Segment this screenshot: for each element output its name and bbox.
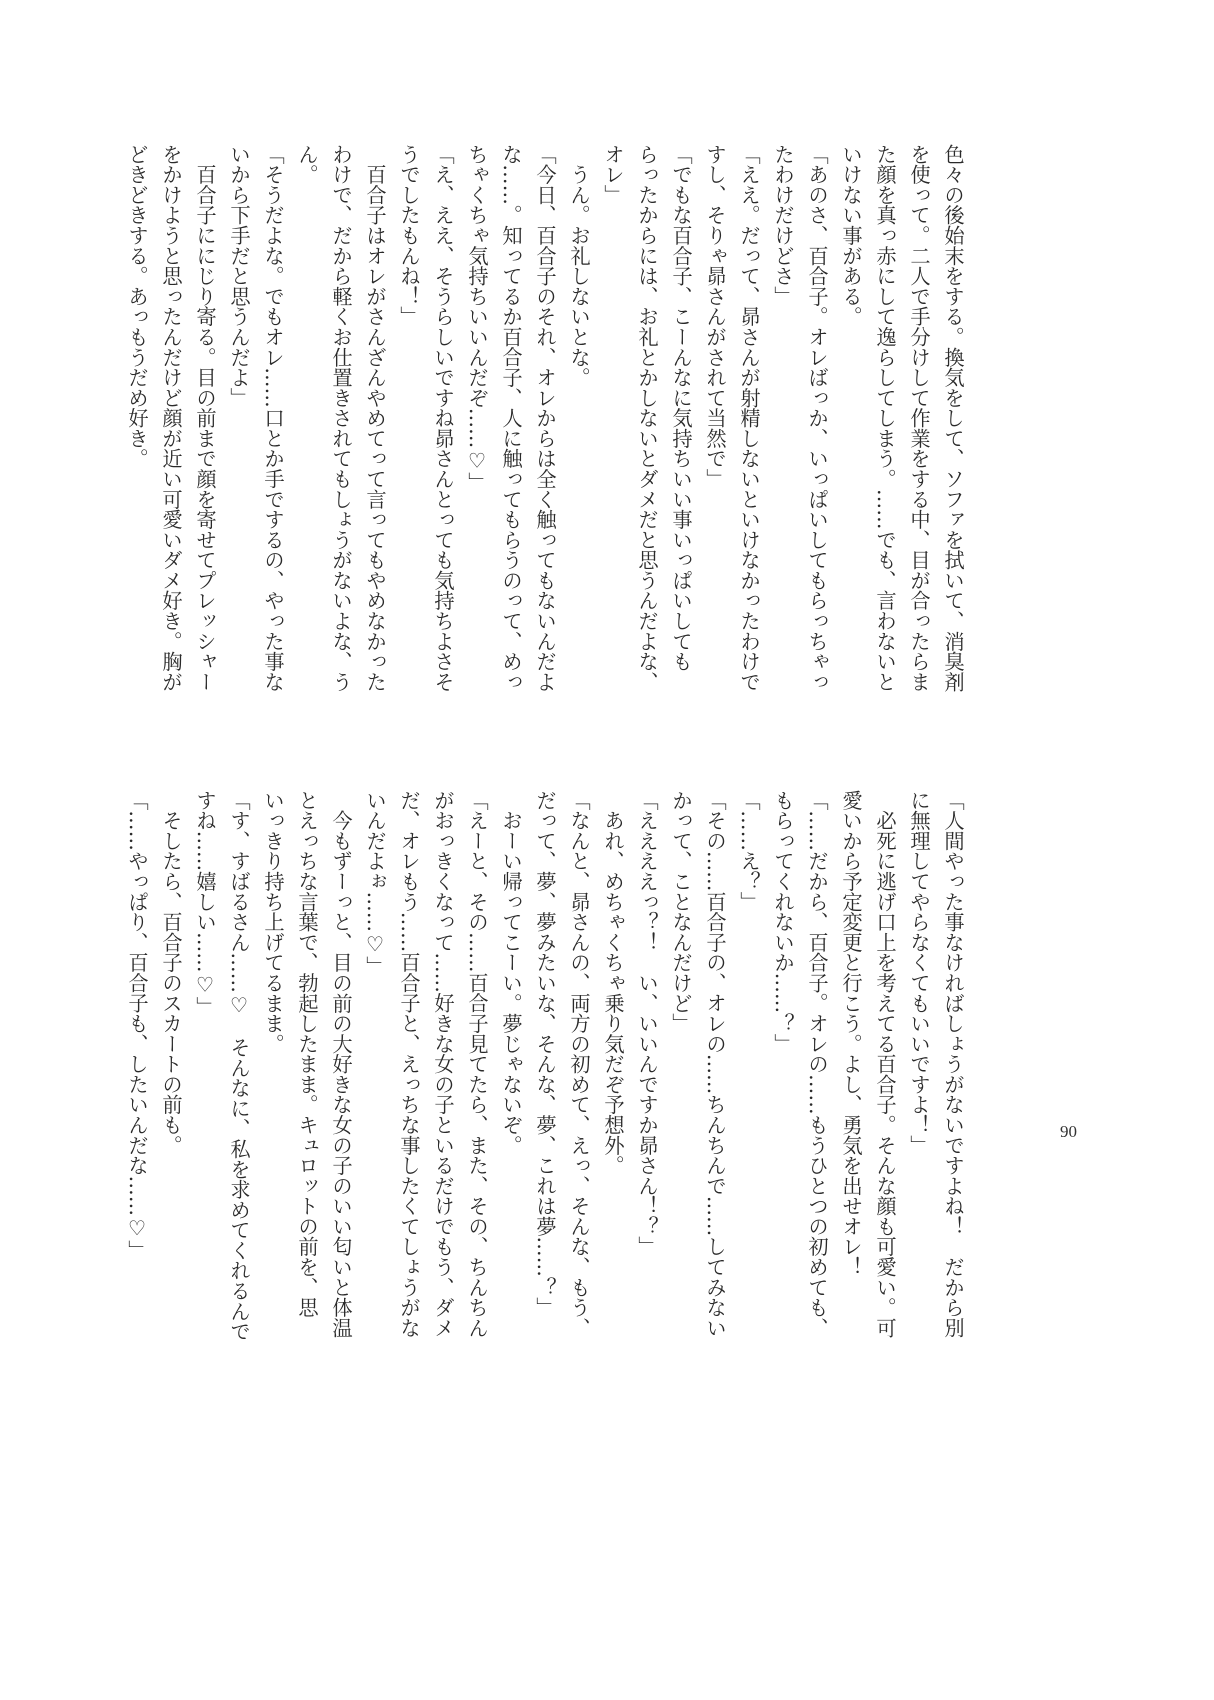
text-line: 百合子ににじり寄る。目の前まで顔を寄せてプレッシャー xyxy=(193,144,217,692)
text-line: 「人間やった事なければしょうがないですよね！ だから別 xyxy=(941,790,965,1338)
text-line: 「なんと、昴さんの、両方の初めて、えっ、そんな、もう、 xyxy=(567,790,591,1338)
text-line: たわけだけどさ」 xyxy=(771,144,795,307)
text-line: うでしたもんね！」 xyxy=(397,144,421,327)
text-line: ちゃくちゃ気持ちいいんだぞ……♡」 xyxy=(465,144,489,493)
text-line: らったからには、お礼とかしないとダメだと思うんだよな、 xyxy=(635,144,659,692)
text-line: 「す、すばるさん……♡ そんなに、私を求めてくれるんで xyxy=(227,790,251,1342)
text-line: 必死に逃げ口上を考えてる百合子。そんな顔も可愛い。可 xyxy=(873,790,897,1338)
text-line: 百合子はオレがさんざんやめてって言ってもやめなかった xyxy=(363,144,387,692)
text-line: を使って。二人で手分けして作業をする中、目が合ったらま xyxy=(907,144,931,692)
text-line: 色々の後始末をする。換気をして、ソファを拭いて、消臭剤 xyxy=(941,144,965,692)
text-line: うん。お礼しないとな。 xyxy=(567,144,591,388)
text-block-bottom xyxy=(120,790,970,1362)
text-line: をかけようと思ったんだけど顔が近い可愛いダメ好き。胸が xyxy=(159,144,183,692)
text-line: わけで、だから軽くお仕置きされてもしょうがないよな、う xyxy=(329,144,353,692)
text-line: おーい帰ってこーい。夢じゃないぞ。 xyxy=(499,790,523,1156)
text-line: 「……え？」 xyxy=(737,790,761,912)
text-line: 「ええええっ？！ い、いいんですか昴さん！？」 xyxy=(635,790,659,1257)
text-line: 愛いから予定変更と行こう。よし、勇気を出せオレ！ xyxy=(839,790,863,1277)
text-block-top xyxy=(120,144,970,716)
text-line: 「今日、百合子のそれ、オレからは全く触ってもないんだよ xyxy=(533,144,557,692)
text-line: に無理してやらなくてもいいですよ！」 xyxy=(907,790,931,1156)
page-number: 90 xyxy=(1060,1122,1077,1141)
text-line: 「ええ。だって、昴さんが射精しないといけなかったわけで xyxy=(737,144,761,692)
text-line: 「その……百合子の、オレの……ちんちんで……してみない xyxy=(703,790,727,1338)
text-line: 「え、ええ、そうらしいですね昴さんとっても気持ちよさそ xyxy=(431,144,455,692)
text-line: いっきり持ち上げてるまま。 xyxy=(261,790,285,1054)
text-line: いけない事がある。 xyxy=(839,144,863,327)
text-line: いんだよぉ……♡」 xyxy=(363,790,387,977)
text-line: もらってくれないか……？」 xyxy=(771,790,795,1054)
text-line: そしたら、百合子のスカートの前も。 xyxy=(159,790,183,1156)
text-line: オレ」 xyxy=(601,144,625,205)
text-line: いから下手だと思うんだよ」 xyxy=(227,144,251,408)
text-line: だって、夢、夢みたいな、そんな、夢、これは夢……？」 xyxy=(533,790,557,1318)
text-line: 「……やっぱり、百合子も、したいんだな……♡」 xyxy=(125,790,149,1261)
text-line: あれ、めちゃくちゃ乗り気だぞ予想外。 xyxy=(601,790,625,1176)
text-line: ん。 xyxy=(295,144,319,185)
text-line: とえっちな言葉で、勃起したまま。キュロットの前を、思 xyxy=(295,790,319,1318)
text-line: すね……嬉しい……♡」 xyxy=(193,790,217,1017)
text-line: 「……だから、百合子。オレの……もうひとつの初めても、 xyxy=(805,790,829,1338)
text-line: 「あのさ、百合子。オレばっか、いっぱいしてもらっちゃっ xyxy=(805,144,829,692)
text-line: すし、そりゃ昴さんがされて当然で」 xyxy=(703,144,727,489)
text-line: 「そうだよな。でもオレ……口とか手でするの、やった事な xyxy=(261,144,285,692)
text-line: た顔を真っ赤にして逸らしてしまう。……でも、言わないと xyxy=(873,144,897,692)
text-line: かって、ことなんだけど」 xyxy=(669,790,693,1034)
text-line: どきどきする。あっもうだめ好き。 xyxy=(125,144,149,469)
text-line: だ、オレもう……百合子と、えっちな事したくてしょうがな xyxy=(397,790,421,1338)
text-line: 「でもな百合子、こーんなに気持ちいい事いっぱいしても xyxy=(669,144,693,672)
text-line: 今もずーっと、目の前の大好きな女の子のいい匂いと体温 xyxy=(329,790,353,1338)
text-line: 「えーと、その……百合子見てたら、また、その、ちんちん xyxy=(465,790,489,1338)
text-line: な……。知ってるか百合子、人に触ってもらうのって、めっ xyxy=(499,144,523,692)
text-line: がおっきくなって……好きな女の子といるだけでもう、ダメ xyxy=(431,790,455,1338)
